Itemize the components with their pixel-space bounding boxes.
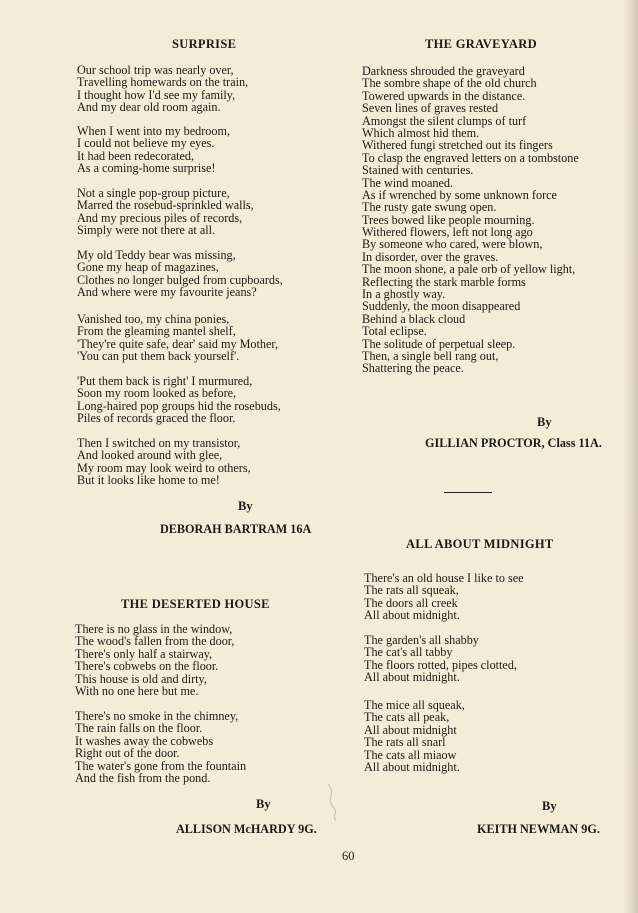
poem-line: I thought how I'd see my family,: [77, 87, 236, 102]
poem-line: There is no glass in the window,: [75, 622, 233, 636]
stanza-surprise-4: [77, 249, 283, 299]
poem-line: The floors rotted, pipes clotted,: [364, 657, 517, 672]
poem-line: By someone who cared, were blown,: [362, 237, 543, 252]
poem-line: Piles of records graced the floor.: [77, 411, 236, 426]
stanza-surprise-5: [77, 313, 278, 363]
poem-line: 'They're quite safe, dear' said my Mother,: [77, 336, 279, 351]
author-surprise: DEBORAH BARTRAM 16A: [160, 522, 312, 536]
poem-line: Behind a black cloud: [362, 311, 466, 326]
poem-title-graveyard: THE GRAVEYARD: [425, 37, 537, 51]
poem-line: All about midnight.: [364, 670, 460, 685]
poem-line: Total eclipse.: [362, 324, 427, 339]
poem-line: It washes away the cobwebs: [75, 733, 214, 748]
poem-line: The rusty gate swung open.: [362, 200, 497, 215]
poem-line: Amongst the silent clumps of turf: [362, 113, 527, 128]
byline-surprise: By: [238, 499, 253, 513]
author-deserted-house: ALLISON McHARDY 9G.: [176, 822, 317, 836]
page-number: 60: [342, 849, 355, 863]
poem-line: The wood's fallen from the door,: [75, 634, 235, 649]
poem-line: Reflecting the stark marble forms: [362, 274, 526, 289]
poem-line: The doors all creek: [364, 595, 458, 610]
poem-line: There's no smoke in the chimney,: [75, 709, 239, 723]
poem-line: Shattering the peace.: [362, 361, 464, 376]
poem-line: Withered flowers, left not long ago: [362, 225, 533, 240]
poem-line: Trees bowed like people mourning.: [362, 212, 535, 227]
poem-line: All about midnight.: [364, 759, 460, 774]
poem-line: Clothes no longer bulged from cupboards,: [77, 272, 283, 287]
poem-title-surprise: SURPRISE: [172, 37, 237, 51]
stanza-surprise-7: [77, 437, 251, 487]
poem-line: And looked around with glee,: [77, 448, 223, 463]
page-edge-shadow: [624, 0, 638, 913]
poem-line: With no one here but me.: [75, 683, 199, 698]
stanza-midnight-2: [364, 634, 517, 684]
poem-line: All about midnight: [364, 722, 457, 737]
poem-line: The rain falls on the floor.: [75, 721, 203, 736]
poem-line: And my dear old room again.: [77, 100, 221, 115]
poem-line: The water's gone from the fountain: [75, 758, 247, 773]
pencil-mark: [322, 782, 346, 822]
poem-line: Suddenly, the moon disappeared: [362, 299, 521, 314]
poem-line: Simply were not there at all.: [77, 223, 216, 238]
byline-deserted-house: By: [256, 797, 271, 811]
poem-line: The rats all snarl: [364, 735, 446, 750]
poem-line: My room may look weird to others,: [77, 460, 251, 475]
poem-line: This house is old and dirty,: [75, 671, 207, 686]
poem-line: Darkness shrouded the graveyard: [362, 64, 525, 78]
poem-line: To clasp the engraved letters on a tombstone: [362, 150, 579, 165]
stanza-midnight-1: [364, 572, 524, 622]
stanza-surprise-3: [77, 187, 254, 237]
byline-graveyard: By: [537, 415, 552, 429]
stanza-surprise-2: [77, 125, 230, 175]
poem-line: All about midnight.: [364, 608, 460, 623]
section-divider: [444, 492, 492, 493]
poem-line: The solitude of perpetual sleep.: [362, 336, 516, 351]
poem-line: There's an old house I like to see: [364, 571, 524, 585]
poem-line: In a ghostly way.: [362, 287, 446, 302]
poem-line: Not a single pop-group picture,: [77, 186, 230, 200]
poem-line: And my precious piles of records,: [77, 210, 243, 225]
poem-line: 'Put them back is right' I murmured,: [77, 374, 253, 388]
byline-midnight: By: [542, 799, 557, 813]
stanza-deserted-1: [75, 623, 234, 697]
poem-line: There's cobwebs on the floor.: [75, 659, 219, 674]
poem-line: There's only half a stairway,: [75, 646, 213, 661]
stanza-graveyard: [362, 65, 579, 375]
stanza-surprise-6: [77, 375, 281, 425]
stanza-surprise-1: [77, 64, 248, 114]
poem-line: Seven lines of graves rested: [362, 101, 499, 116]
poem-line: Right out of the door.: [75, 746, 180, 761]
poem-line: The moon shone, a pale orb of yellow light,: [362, 262, 576, 277]
poem-line: The sombre shape of the old church: [362, 76, 537, 91]
poem-title-midnight: ALL ABOUT MIDNIGHT: [406, 537, 554, 551]
poem-line: As if wrenched by some unknown force: [362, 187, 557, 202]
stanza-deserted-2: [75, 710, 246, 784]
poem-line: The garden's all shabby: [364, 633, 479, 647]
poem-line: 'You can put them back yourself'.: [77, 349, 240, 364]
poem-line: Stained with centuries.: [362, 163, 474, 178]
poem-line: It had been redecorated,: [77, 148, 195, 163]
poem-line: But it looks like home to me!: [77, 473, 220, 488]
poem-line: And where were my favourite jeans?: [77, 285, 257, 300]
poem-line: Our school trip was nearly over,: [77, 63, 234, 77]
poem-line: The cats all peak,: [364, 710, 450, 725]
poem-line: My old Teddy bear was missing,: [77, 248, 236, 262]
poem-line: Gone my heap of magazines,: [77, 260, 219, 275]
poem-line: Travelling homewards on the train,: [77, 75, 249, 90]
poem-line: The cat's all tabby: [364, 645, 453, 660]
author-midnight: KEITH NEWMAN 9G.: [477, 822, 600, 836]
poem-line: As a coming-home surprise!: [77, 161, 216, 176]
poem-line: And the fish from the pond.: [75, 770, 211, 785]
poem-line: I could not believe my eyes.: [77, 136, 215, 151]
poem-line: Then I switched on my transistor,: [77, 436, 241, 450]
poem-line: The mice all squeak,: [364, 698, 465, 712]
poem-line: Then, a single bell rang out,: [362, 348, 499, 363]
poem-line: The wind moaned.: [362, 175, 454, 190]
stanza-midnight-3: [364, 699, 465, 773]
poem-line: Marred the rosebud-sprinkled walls,: [77, 198, 254, 213]
poem-line: Long-haired pop groups hid the rosebuds,: [77, 398, 281, 413]
poem-line: Withered fungi stretched out its fingers: [362, 138, 553, 153]
poem-line: When I went into my bedroom,: [77, 124, 230, 138]
poem-line: The cats all miaow: [364, 747, 457, 762]
poem-line: Soon my room looked as before,: [77, 386, 237, 401]
poem-line: Which almost hid them.: [362, 125, 480, 140]
author-graveyard: GILLIAN PROCTOR, Class 11A.: [425, 436, 602, 450]
poem-line: The rats all squeak,: [364, 583, 459, 598]
poem-line: In disorder, over the graves.: [362, 249, 499, 264]
poem-line: Towered upwards in the distance.: [362, 88, 526, 103]
poem-line: From the gleaming mantel shelf,: [77, 324, 236, 339]
poem-title-deserted-house: THE DESERTED HOUSE: [121, 597, 270, 611]
poem-line: Vanished too, my china ponies,: [77, 312, 230, 326]
